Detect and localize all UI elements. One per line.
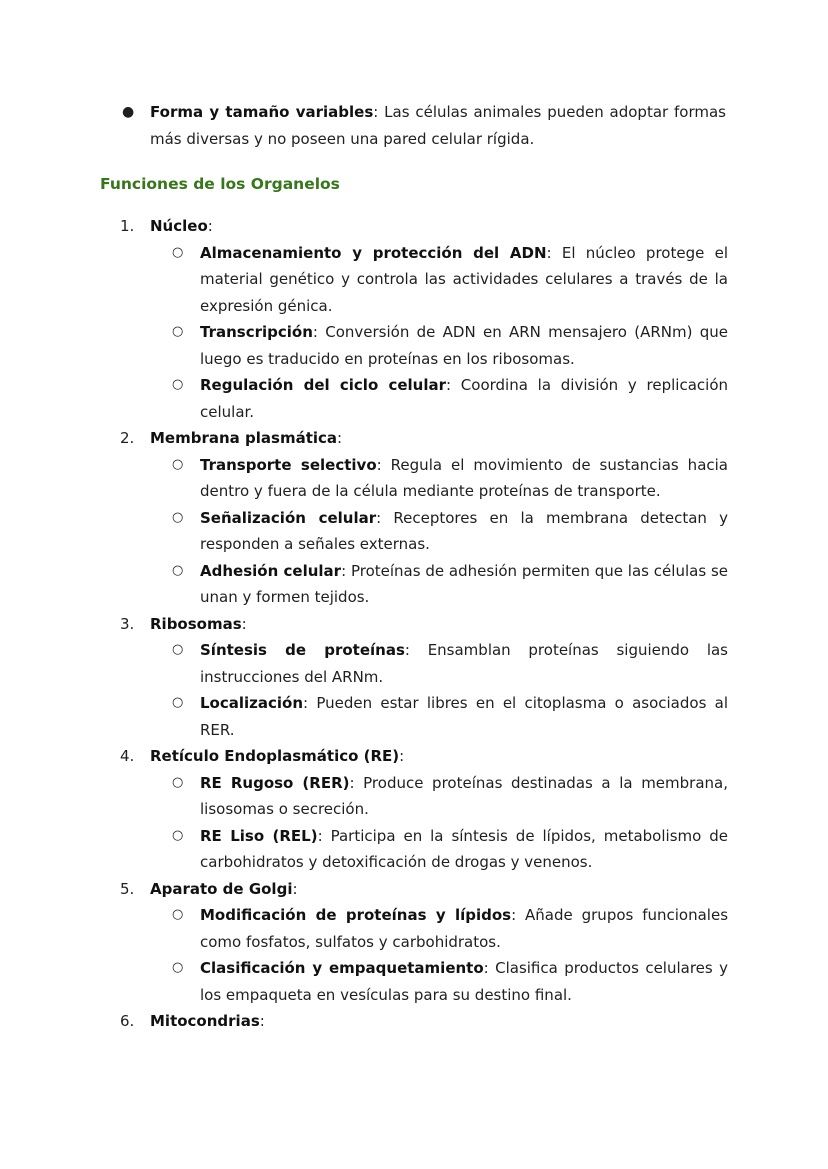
sub-item-text (200, 372, 728, 425)
sub-item-bold: RE Rugoso (RER) (200, 773, 350, 792)
sub-item-bold: Transporte selectivo (200, 455, 377, 474)
list-item-heading (120, 425, 728, 452)
list-item-colon: : (259, 1012, 265, 1030)
sub-item-text (200, 770, 728, 823)
list-item-colon: : (399, 747, 405, 765)
sub-item-bold: RE Liso (REL) (200, 826, 318, 845)
sub-item-rest: : Conversión de ADN en ARN mensajero (ARNm) que luego es traducido en proteínas en los ribosomas. (200, 323, 728, 368)
list-item (120, 425, 728, 611)
sub-item-rest: : Coordina la división y replicación celular. (200, 376, 729, 421)
sub-item-rest: : Ensamblan proteínas siguiendo las instrucciones del ARNm. (200, 641, 728, 686)
bullet-dot-icon: ● (122, 104, 135, 120)
list-item-number: 1. (120, 217, 135, 235)
sub-item-rest: : Regula el movimiento de sustancias hacia dentro y fuera de la célula mediante proteínas de transporte. (200, 455, 728, 500)
sub-item-text (200, 240, 728, 320)
hollow-bullet-icon: ○ (172, 642, 184, 657)
sub-list-item (120, 902, 728, 955)
sub-list-item (120, 637, 728, 690)
list-item-title: Aparato de Golgi (150, 879, 293, 898)
sub-list-item (120, 770, 728, 823)
sub-list-item (120, 319, 728, 372)
sub-list-item (120, 955, 728, 1008)
hollow-bullet-icon: ○ (172, 907, 184, 922)
list-item-colon: : (241, 614, 247, 633)
sub-list-item (120, 452, 728, 505)
hollow-bullet-icon: ○ (172, 377, 184, 392)
hollow-bullet-icon: ○ (172, 244, 184, 260)
intro-bullet-text (150, 99, 726, 152)
list-item-heading (120, 1008, 728, 1035)
list-item-colon: : (292, 879, 298, 898)
list-item (120, 611, 728, 744)
sub-item-bold: Modificación de proteínas y lípidos (200, 906, 512, 924)
sub-item-text (200, 505, 728, 558)
sub-item-bold: Síntesis de proteínas (200, 641, 405, 659)
hollow-bullet-icon: ○ (172, 562, 184, 578)
list-item (120, 876, 728, 1009)
intro-bullet-rest: : Las células animales pueden adoptar formas más diversas y no poseen una pared celular rígida. (150, 103, 726, 148)
list-item-heading (120, 213, 728, 240)
hollow-bullet-icon: ○ (172, 509, 184, 525)
list-item-number: 4. (120, 747, 135, 765)
list-item-title: Membrana plasmática (150, 429, 338, 447)
list-item-heading (120, 876, 728, 903)
list-item-title: Retículo Endoplasmático (RE) (150, 747, 400, 765)
sub-item-bold: Localización (200, 694, 304, 712)
organelle-list (120, 213, 728, 1035)
list-item-title: Núcleo (150, 217, 208, 235)
section-heading: Funciones de los Organelos (100, 175, 340, 193)
intro-bullet-bold: Forma y tamaño variables (150, 103, 374, 121)
hollow-bullet-icon: ○ (172, 827, 184, 843)
sub-item-rest: : El núcleo protege el material genético y controla las actividades celulares a través de la expresión génica. (200, 243, 728, 315)
sub-list-item (120, 505, 728, 558)
sub-item-text (200, 955, 728, 1008)
intro-bullet (122, 99, 726, 152)
sub-item-rest: : Produce proteínas destinadas a la membrana, lisosomas o secreción. (200, 773, 728, 818)
list-item-title: Mitocondrias (150, 1012, 260, 1030)
list-item-heading (120, 743, 728, 770)
hollow-bullet-icon: ○ (172, 960, 184, 975)
list-item-number: 2. (120, 429, 135, 447)
sub-list-item (120, 372, 728, 425)
sub-item-text (200, 690, 728, 743)
sub-item-text (200, 902, 728, 955)
sub-item-rest: : Proteínas de adhesión permiten que las células se unan y formen tejidos. (200, 561, 728, 606)
hollow-bullet-icon: ○ (172, 774, 184, 790)
sub-list-item (120, 823, 728, 876)
sub-item-rest: : Participa en la síntesis de lípidos, metabolismo de carbohidratos y detoxificación de drogas y venenos. (200, 826, 728, 871)
sub-item-rest: : Clasifica productos celulares y los empaqueta en vesículas para su destino final. (200, 959, 729, 1004)
sub-item-text (200, 637, 728, 690)
list-item-title: Ribosomas (150, 614, 242, 633)
list-item (120, 213, 728, 425)
list-item (120, 1008, 728, 1035)
hollow-bullet-icon: ○ (172, 324, 184, 339)
list-item (120, 743, 728, 876)
sub-item-text (200, 823, 728, 876)
sub-item-text (200, 452, 728, 505)
sub-list-item (120, 558, 728, 611)
sub-item-text (200, 558, 728, 611)
hollow-bullet-icon: ○ (172, 695, 184, 710)
sub-list-item (120, 240, 728, 320)
sub-item-rest: : Pueden estar libres en el citoplasma o asociados al RER. (200, 694, 728, 739)
sub-item-bold: Adhesión celular (200, 561, 342, 580)
sub-item-bold: Clasificación y empaquetamiento (200, 959, 484, 977)
sub-list-item (120, 690, 728, 743)
sub-item-rest: : Receptores en la membrana detectan y responden a señales externas. (200, 508, 729, 553)
list-item-colon: : (337, 429, 343, 447)
list-item-colon: : (207, 217, 213, 235)
sub-item-bold: Regulación del ciclo celular (200, 376, 446, 394)
sub-item-text (200, 319, 728, 372)
sub-item-bold: Almacenamiento y protección del ADN (200, 243, 547, 262)
list-item-heading (120, 611, 728, 638)
list-item-number: 3. (120, 614, 135, 633)
sub-item-rest: : Añade grupos funcionales como fosfatos, sulfatos y carbohidratos. (200, 906, 729, 951)
list-item-number: 6. (120, 1012, 135, 1030)
sub-item-bold: Transcripción (200, 323, 313, 341)
list-item-number: 5. (120, 879, 135, 898)
hollow-bullet-icon: ○ (172, 456, 184, 472)
sub-item-bold: Señalización celular (200, 508, 377, 527)
